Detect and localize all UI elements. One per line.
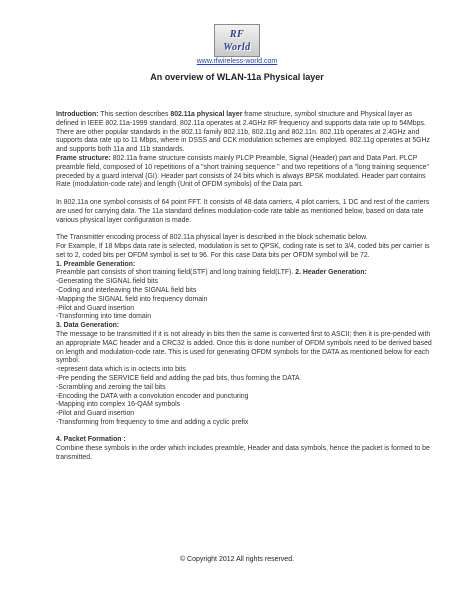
copyright-footer: © Copyright 2012 All rights reserved.	[179, 556, 295, 563]
paragraph-gap	[56, 428, 436, 437]
list-item: -Mapping into complex 16-QAM symbols	[56, 401, 181, 409]
logo-text-rf: RF	[229, 29, 245, 40]
intro-text-a: This section describes	[98, 111, 171, 118]
intro-text-b: frame structure, symbol structure and Physical layer as defined in IEEE 802.11a-1999 standard. 802.11a operates at 2.4GHz RF frequency and supports data rate up to 54Mbps. There are other popular standards in the 802.11 family 802.11b, 802.11g and 802.11n. 802.11b operates at 2.4GHz and supports data rate up to 11 Mbps, where in DSSS and CCK modulation schemes are employed. 802.11g operates at 5GHz and supports both 11a and 11b standards.	[56, 111, 430, 154]
list-item: -Mapping the SIGNAL field into frequency domain	[56, 295, 208, 303]
list-item: -Generating the SIGNAL field bits	[56, 278, 159, 286]
rf-world-logo	[214, 24, 260, 57]
article-body	[56, 111, 436, 463]
intro-paragraph	[56, 111, 436, 155]
list-item: -Scrambling and zeroing the tail bits	[56, 383, 166, 391]
header-generation-heading: 2. Header Generation:	[295, 269, 367, 277]
preamble-text: Preamble part consists of short training field(STF) and long training field(LTF).	[56, 269, 296, 277]
list-item: -Pilot and Guard insertion	[56, 410, 135, 418]
paragraph-gap	[56, 225, 436, 234]
page-title: An overview of WLAN-11a Physical layer	[150, 72, 324, 82]
symbol-paragraph: In 802.11a one symbol consists of 64 point FFT. It consists of 48 data carriers, 4 pilot carriers, 1 DC and rest of the carriers are used for carrying data. The 11a standard defines modulation-code rate table as mentioned below, based on data rate various physical layer configuration is made.	[56, 198, 430, 224]
transmitter-paragraph: The Transmitter encoding process of 802.11a physical layer is described in the block schematic below.	[56, 234, 368, 242]
intro-heading: Introduction:	[56, 111, 99, 118]
intro-bold-term: 802.11a physical layer	[170, 111, 243, 118]
paragraph-gap	[56, 190, 436, 199]
frame-structure-heading: Frame structure:	[56, 154, 111, 162]
list-item: -Coding and interleaving the SIGNAL field bits	[56, 286, 197, 294]
list-item: -represent data which is in octects into bits	[56, 366, 186, 374]
preamble-paragraph	[56, 269, 436, 278]
data-generation-text: The message to be transmitted if it is not already in bits then the same is converted first to ASCII; then it is pre-pended with an appropriate MAC header and a CRC32 is added. Once this is done number of OFDM symbols need to be derived based on length and modulation-code rate. This is used for generating OFDM symbols for the DATA as mentioned below for each symbol.	[56, 330, 432, 365]
packet-formation-heading: 4. Packet Formation :	[56, 436, 126, 444]
website-link[interactable]: www.rfwireless-world.com	[196, 58, 278, 65]
list-item: -Encoding the DATA with a convolution encoder and puncturing	[56, 392, 249, 400]
data-generation-heading: 3. Data Generation:	[56, 322, 120, 330]
frame-structure-text: 802.11a frame structure consists mainly PLCP Preamble, Signal (Header) part and Data Part. PLCP preamble field, composed of 10 repetitions of a "short training sequence " and two repetitions of a "long training sequence" preceded by a guard interval (GI). Header part consists of 24 bits which is always BPSK modulated. Header part contains Rate (modulation-code rate) and length (Unit of OFDM symbols) of the Data part.	[56, 154, 429, 189]
logo-text-world: World	[223, 42, 251, 53]
list-item: -Pre pending the SERVICE field and adding the pad bits, thus forming the DATA	[56, 374, 300, 382]
preamble-heading: 1. Preamble Generation:	[56, 260, 136, 268]
example-paragraph: For Example, If 18 Mbps data rate is selected, modulation is set to QPSK, coding rate is set to 3/4, coded bits per carrier is set to 2, coded bits per OFDM symbol is set to 96. For this case Data bits per OFDM symbol will be 72.	[56, 242, 430, 259]
list-item: -Transforming into time domain	[56, 313, 152, 321]
list-item: -Pilot and Guard insertion	[56, 304, 135, 312]
frame-structure-paragraph	[56, 155, 436, 190]
list-item: -Transforming from frequency to time and adding a cyclic prefix	[56, 418, 249, 426]
packet-formation-text: Combine these symbols in the order which includes preamble, Header and data symbols, hence the packet is formed to be transmitted.	[56, 445, 430, 462]
